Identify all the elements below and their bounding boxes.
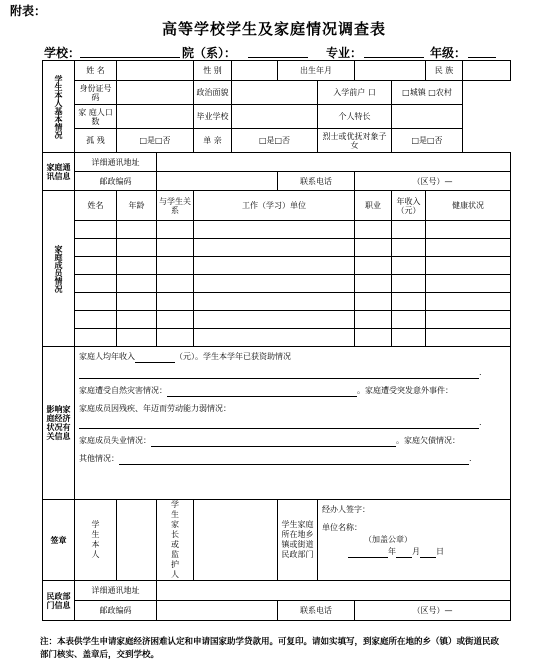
col-relation: 与学生关系 xyxy=(157,191,194,221)
student-sign-label: 学生本人 xyxy=(75,500,117,581)
member-row[interactable] xyxy=(43,311,511,329)
orphan-option[interactable]: □是□否 xyxy=(117,129,194,153)
member-row[interactable] xyxy=(43,257,511,275)
political-label: 政治面貌 xyxy=(194,81,232,105)
id-card-label: 身份证号 码 xyxy=(75,81,117,105)
ethnic-label: 民 族 xyxy=(426,61,463,81)
birth-label: 出生年月 xyxy=(278,61,355,81)
civil-row-1 xyxy=(43,581,511,601)
contact-phone-cell[interactable]: （区号）— xyxy=(355,172,511,191)
contact-postcode-label: 邮政编码 xyxy=(75,172,157,191)
talent-cell[interactable] xyxy=(392,105,463,129)
member-row[interactable] xyxy=(43,293,511,311)
orphan-label: 孤 残 xyxy=(75,129,117,153)
col-occupation: 职业 xyxy=(355,191,392,221)
basic-row-1 xyxy=(43,61,511,81)
department-field[interactable] xyxy=(248,57,308,58)
economy-row xyxy=(43,347,511,500)
school-field[interactable] xyxy=(80,57,180,58)
col-name: 姓名 xyxy=(75,191,117,221)
sign-date: 年 月 日 xyxy=(348,546,506,558)
signature-section: 签章 xyxy=(43,500,75,581)
economy-section: 影响家庭经济状况有关信息 xyxy=(43,347,75,500)
disability-line: 家庭成员因残疾、年迈而劳动能力弱情况： xyxy=(79,404,231,413)
civil-phone-label: 联系电话 xyxy=(278,601,355,621)
col-health: 健康状况 xyxy=(426,191,511,221)
hukou-options[interactable]: □城镇 □农村 xyxy=(392,81,463,105)
major-field[interactable] xyxy=(364,57,424,58)
contact-row-2 xyxy=(43,172,511,191)
civil-postcode-label: 邮政编码 xyxy=(75,601,157,621)
member-row[interactable] xyxy=(43,221,511,239)
income-line: 家庭人均年收入 （元）。学生本学年已获资助情况 xyxy=(79,352,291,361)
martyr-option[interactable]: □是□否 xyxy=(392,129,463,153)
col-workplace: 工作（学习）单位 xyxy=(194,191,355,221)
signature-row xyxy=(43,500,511,581)
civil-sign-block[interactable] xyxy=(318,500,511,581)
school-before-label: 毕业学校 xyxy=(194,105,232,129)
school-label: 学校： xyxy=(44,46,81,60)
col-age: 年龄 xyxy=(117,191,157,221)
civil-sign-label: 学生家庭所在地乡镇或街道民政部门 xyxy=(278,500,318,581)
basic-row-2 xyxy=(43,81,511,105)
col-income: 年收入（元） xyxy=(392,191,426,221)
guardian-sign-label: 学生家长或监护人 xyxy=(157,500,194,581)
gender-cell[interactable] xyxy=(232,61,278,81)
major-label: 专业： xyxy=(326,46,363,60)
basic-section: 学生本人基本情况 xyxy=(43,61,75,153)
ethnic-cell[interactable] xyxy=(463,61,511,81)
grade-field[interactable] xyxy=(468,57,496,58)
unemployment-line: 家庭成员失业情况： 。家庭欠债情况： xyxy=(79,436,460,445)
id-card-cell[interactable] xyxy=(117,81,194,105)
civil-address-cell[interactable] xyxy=(157,581,511,601)
member-row[interactable] xyxy=(43,329,511,347)
footnote: 注：本表供学生申请家庭经济困难认定和申请国家助学贷款用。可复印。请如实填写，到家庭所在地的乡（镇）或街道民政部门核实、盖章后，交到学校。 xyxy=(40,637,500,660)
form-title: 高等学校学生及家庭情况调查表 xyxy=(161,20,386,38)
guardian-sign-cell[interactable] xyxy=(194,500,278,581)
attachment-label: 附表： xyxy=(10,4,47,18)
other-line: 其他情况： . xyxy=(79,454,472,463)
contact-phone-label: 联系电话 xyxy=(278,172,355,191)
hukou-label: 入学前户 口 xyxy=(318,81,392,105)
members-section: 家庭成员情况 xyxy=(43,191,75,347)
seal-note: （加盖公章） xyxy=(364,535,412,544)
member-row[interactable] xyxy=(43,239,511,257)
birth-cell[interactable] xyxy=(355,61,426,81)
contact-row-1 xyxy=(43,153,511,172)
name-cell[interactable] xyxy=(117,61,194,81)
unit-name: 单位名称： xyxy=(322,523,362,532)
talent-label: 个人特长 xyxy=(318,105,392,129)
name-label: 姓 名 xyxy=(75,61,117,81)
student-sign-cell[interactable] xyxy=(117,500,157,581)
handler-signature: 经办人签字： xyxy=(322,505,370,514)
contact-address-label: 详细通讯地址 xyxy=(75,153,157,172)
school-before-cell[interactable] xyxy=(232,105,318,129)
gender-label: 性 别 xyxy=(194,61,232,81)
members-header-row xyxy=(43,191,511,221)
civil-row-2 xyxy=(43,601,511,621)
family-size-label: 家 庭人口数 xyxy=(75,105,117,129)
family-size-cell[interactable] xyxy=(117,105,194,129)
political-cell[interactable] xyxy=(232,81,318,105)
grade-label: 年级： xyxy=(430,46,467,60)
contact-postcode-cell[interactable] xyxy=(157,172,278,191)
contact-section: 家庭通讯信息 xyxy=(43,153,75,191)
disaster-line: 家庭遭受自然灾害情况： 。家庭遭受突发意外事件： xyxy=(79,386,453,395)
basic-row-3 xyxy=(43,105,511,129)
civil-section: 民政部门信息 xyxy=(43,581,75,621)
civil-phone-cell[interactable]: （区号）— xyxy=(355,601,511,621)
member-row[interactable] xyxy=(43,275,511,293)
single-parent-label: 单 亲 xyxy=(194,129,232,153)
survey-form xyxy=(42,60,511,621)
contact-address-cell[interactable] xyxy=(157,153,511,172)
economy-block[interactable]: 家庭人均年收入 （元）。学生本学年已获资助情况 . 家庭遭受自然灾害情况： 。家庭遭受突发意外事件： 家庭成员因残疾、年迈而劳动能力弱情况： . 家庭成员失业情况： 。家庭欠债情况： 其他情况： . xyxy=(75,347,511,500)
martyr-label: 烈士或优抚对象子女 xyxy=(318,129,392,153)
civil-postcode-cell[interactable] xyxy=(157,601,278,621)
basic-row-4 xyxy=(43,129,511,153)
department-label: 院（系）： xyxy=(182,46,237,60)
single-parent-option[interactable]: □是□否 xyxy=(232,129,318,153)
civil-address-label: 详细通讯地址 xyxy=(75,581,157,601)
